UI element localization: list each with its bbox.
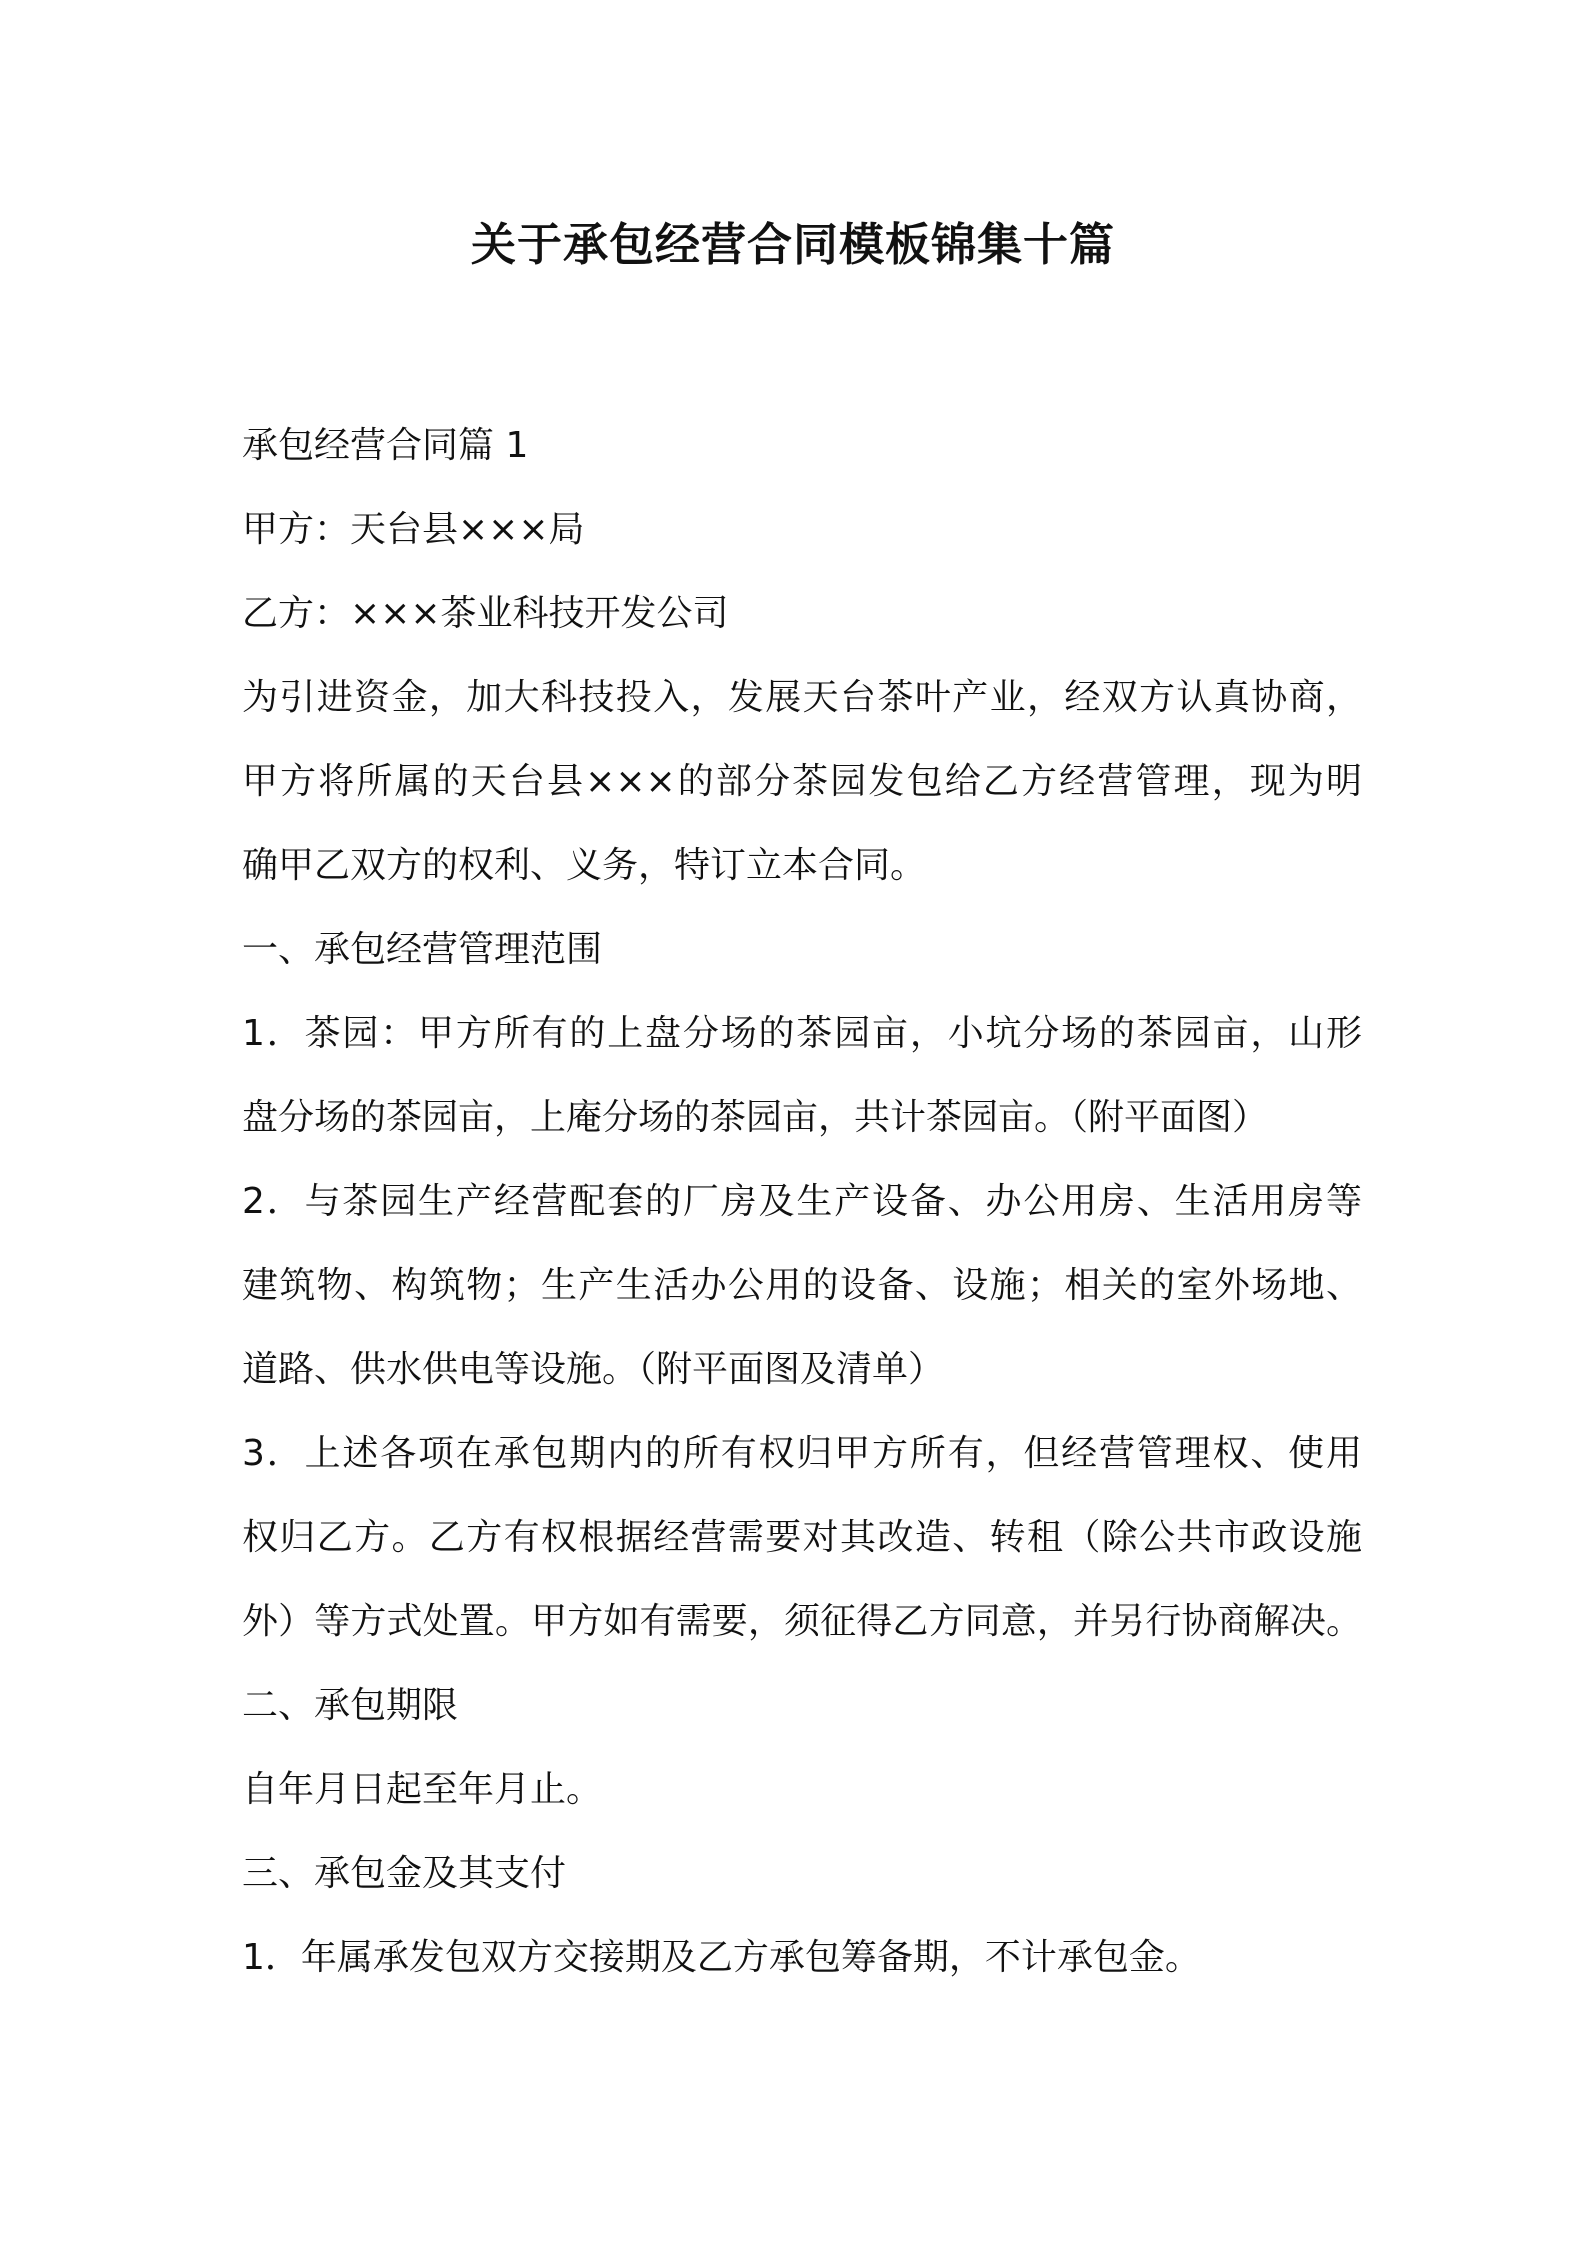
paragraph-line: 建筑物、构筑物；生产生活办公用的设备、设施；相关的室外场地、 — [242, 1265, 1362, 1306]
paragraph-line: 2．与茶园生产经营配套的厂房及生产设备、办公用房、生活用房等 — [242, 1181, 1362, 1222]
paragraph-line: 甲方将所属的天台县×××的部分茶园发包给乙方经营管理，现为明 — [242, 761, 1362, 802]
paragraph-line: 3．上述各项在承包期内的所有权归甲方所有，但经营管理权、使用 — [242, 1433, 1362, 1474]
paragraph-line: 外）等方式处置。甲方如有需要，须征得乙方同意，并另行协商解决。 — [242, 1601, 1362, 1642]
paragraph-line: 盘分场的茶园亩，上庵分场的茶园亩，共计茶园亩。（附平面图） — [242, 1097, 1269, 1138]
paragraph-line: 权归乙方。乙方有权根据经营需要对其改造、转租（除公共市政设施 — [242, 1517, 1362, 1558]
paragraph-line: 甲方：天台县×××局 — [242, 509, 585, 550]
section-heading: 一、承包经营管理范围 — [242, 929, 603, 970]
document-title: 关于承包经营合同模板锦集十篇 — [470, 218, 1115, 271]
paragraph-line: 承包经营合同篇 1 — [242, 425, 529, 466]
paragraph-line: 道路、供水供电等设施。（附平面图及清单） — [242, 1349, 945, 1390]
paragraph-line: 为引进资金，加大科技投入，发展天台茶叶产业，经双方认真协商， — [242, 677, 1362, 718]
section-heading: 二、承包期限 — [242, 1685, 459, 1726]
section-heading: 三、承包金及其支付 — [242, 1853, 567, 1894]
document-body — [242, 404, 1362, 2000]
paragraph-line: 乙方：×××茶业科技开发公司 — [242, 593, 729, 634]
paragraph-line: 确甲乙双方的权利、义务，特订立本合同。 — [242, 845, 927, 886]
paragraph-line: 1．茶园：甲方所有的上盘分场的茶园亩，小坑分场的茶园亩，山形 — [242, 1013, 1362, 1054]
paragraph-line: 自年月日起至年月止。 — [242, 1769, 603, 1810]
paragraph-line: 1．年属承发包双方交接期及乙方承包筹备期，不计承包金。 — [242, 1937, 1201, 1978]
